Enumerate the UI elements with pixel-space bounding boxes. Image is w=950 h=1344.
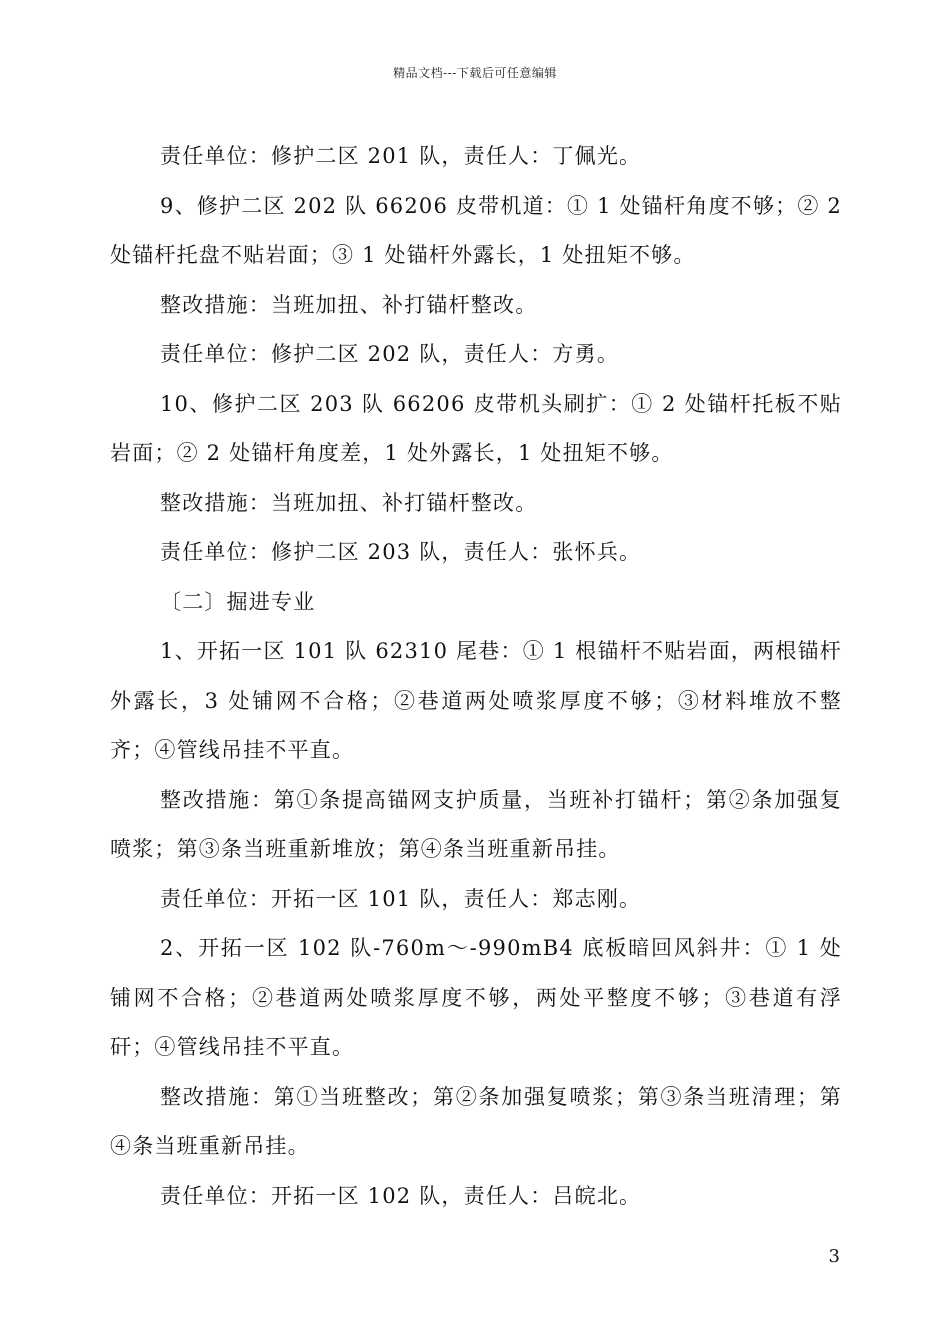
paragraph: 1、开拓一区 101 队 62310 尾巷：① 1 根锚杆不贴岩面，两根锚杆外露长，3 处铺网不合格；②巷道两处喷浆厚度不够；③材料堆放不整齐；④管线吊挂不平直。 [110, 639, 842, 762]
paragraph: 责任单位：修护二区 203 队，责任人：张怀兵。 [160, 540, 642, 564]
document-body [110, 132, 842, 1221]
paragraph: 责任单位：开拓一区 102 队，责任人：吕皖北。 [160, 1183, 642, 1208]
paragraph: 整改措施：当班加扭、补打锚杆整改。 [160, 292, 538, 317]
paragraph: 10、修护二区 203 队 66206 皮带机头刷扩：① 2 处锚杆托板不贴岩面；② 2 处锚杆角度差，1 处外露长，1 处扭矩不够。 [110, 391, 842, 465]
paragraph: 整改措施：第①条提高锚网支护质量，当班补打锚杆；第②条加强复喷浆；第③条当班重新堆放；第④条当班重新吊挂。 [110, 787, 842, 861]
page-number: 3 [828, 1246, 840, 1267]
paragraph: 9、修护二区 202 队 66206 皮带机道：① 1 处锚杆角度不够；② 2 处锚杆托盘不贴岩面；③ 1 处锚杆外露长，1 处扭矩不够。 [110, 193, 842, 267]
page-header: 精品文档---下载后可任意编辑 [393, 66, 557, 80]
paragraph: 2、开拓一区 102 队-760m～-990mB4 底板暗回风斜井：① 1 处铺网不合格；②巷道两处喷浆厚度不够，两处平整度不够；③巷道有浮矸；④管线吊挂不平直。 [110, 936, 842, 1059]
paragraph: 责任单位：修护二区 202 队，责任人：方勇。 [160, 342, 620, 366]
paragraph: 整改措施：第①当班整改；第②条加强复喷浆；第③条当班清理；第④条当班重新吊挂。 [110, 1084, 842, 1158]
paragraph: 整改措施：当班加扭、补打锚杆整改。 [160, 490, 538, 515]
paragraph: 责任单位：开拓一区 101 队，责任人：郑志刚。 [160, 886, 642, 911]
section-heading: 〔二〕掘进专业 [160, 589, 316, 614]
paragraph: 责任单位：修护二区 201 队，责任人：丁佩光。 [160, 144, 642, 168]
